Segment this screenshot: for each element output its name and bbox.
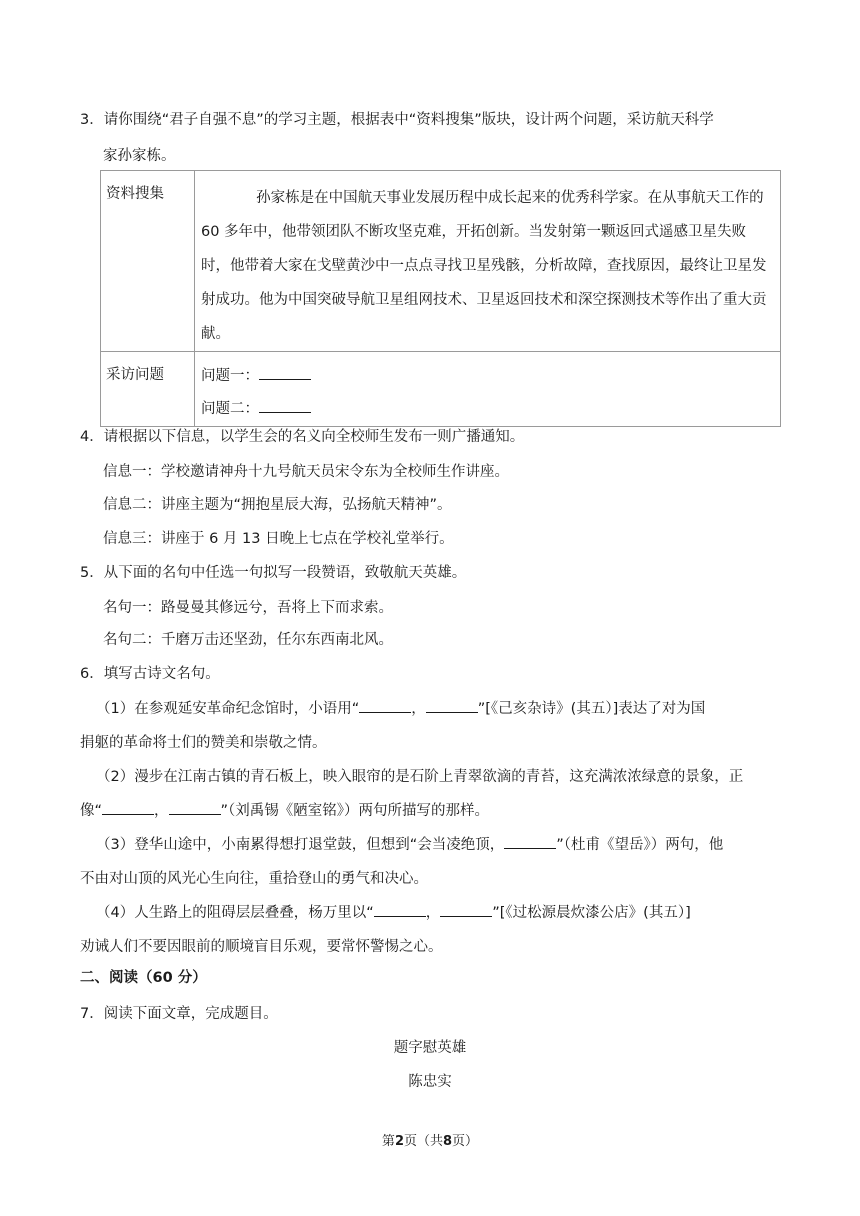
section-heading: 二、阅读（60 分） [80,970,207,986]
article-title: 题字慰英雄 [393,1040,467,1056]
q7-line1: 7．阅读下面文章，完成题目。 [80,1006,278,1022]
question-one-label: 问题一： [201,368,259,384]
question-one-blank[interactable] [259,367,311,380]
q5-line1: 5．从下面的名句中任选一句拟写一段赞语，致敬航天英雄。 [80,565,467,581]
page-total: 8 [443,1134,453,1149]
poem-blank[interactable] [426,700,478,713]
q6-item4-line2: 劝诫人们不要因眼前的顺境盲目乐观，要常怀警惕之心。 [80,939,443,955]
question-two-blank[interactable] [259,400,311,413]
q6-line1: 6．填写古诗文名句。 [80,666,220,682]
interview-questions [195,352,781,427]
poem-blank[interactable] [440,904,492,917]
materials-text: 孙家栋是在中国航天事业发展历程中成长起来的优秀科学家。在从事航天工作的 60 多年中，他带领团队不断攻坚克难，开拓创新。当发射第一颗返回式遥感卫星失败时，他带着大家在戈壁黄沙中一点点寻找卫星残骸，分析故障，查找原因，最终让卫星发射成功。他为中国突破导航卫星组网技术、卫星返回技术和深空探测技术等作出了重大贡献。 [195,171,781,352]
q6-item4-line1: （4）人生路上的阻碍层层叠叠，杨万里以“ ， ”[《过松源晨炊漆公店》(其五）] [96,905,691,921]
poem-blank[interactable] [504,836,556,849]
q6-item2-line1: （2）漫步在江南古镇的青石板上，映入眼帘的是石阶上青翠欲滴的青苔，这充满浓浓绿意的景象，正 [96,769,744,785]
poem-blank[interactable] [102,802,154,815]
q3-line1: 3．请你围绕“君子自强不息”的学习主题，根据表中“资料搜集”版块，设计两个问题，采访航天科学 [80,112,714,128]
table-row [101,352,781,427]
q6-item1-line1: （1）在参观延安革命纪念馆时，小语用“ ， ”[《己亥杂诗》(其五）]表达了对为国 [96,701,706,717]
table-header-materials: 资料搜集 [101,171,195,352]
q6-item1-line2: 捐躯的革命将士们的赞美和崇敬之情。 [80,735,327,751]
info-table [100,170,781,427]
q6-item3-line1: （3）登华山途中，小南累得想打退堂鼓，但想到“会当凌绝顶， ”（杜甫《望岳》）两句，他 [96,837,724,853]
page-footer: 第2页（共8页） [381,1134,479,1149]
question-two-label: 问题二： [201,401,259,417]
q4-info1: 信息一：学校邀请神舟十九号航天员宋令东为全校师生作讲座。 [103,464,509,480]
q6-item3-line2: 不由对山顶的风光心生向往，重拾登山的勇气和决心。 [80,871,428,887]
article-author: 陈忠实 [408,1074,452,1090]
q4-info2: 信息二：讲座主题为“拥抱星辰大海，弘扬航天精神”。 [103,497,452,513]
q4-line1: 4．请根据以下信息，以学生会的名义向全校师生发布一则广播通知。 [80,429,525,445]
q6-item2-line2: 像“ ， ”（刘禹锡《陋室铭》）两句所描写的那样。 [80,803,490,819]
poem-blank[interactable] [374,904,426,917]
poem-blank[interactable] [169,802,221,815]
table-header-interview: 采访问题 [101,352,195,427]
poem-blank[interactable] [359,700,411,713]
table-row [101,171,781,352]
page-number: 2 [394,1134,404,1149]
q5-sentence1: 名句一：路曼曼其修远兮，吾将上下而求索。 [103,600,393,616]
q4-info3: 信息三：讲座于 6 月 13 日晚上七点在学校礼堂举行。 [103,531,454,547]
q5-sentence2: 名句二：千磨万击还坚劲，任尔东西南北风。 [103,632,393,648]
q3-line2: 家孙家栋。 [103,148,176,164]
